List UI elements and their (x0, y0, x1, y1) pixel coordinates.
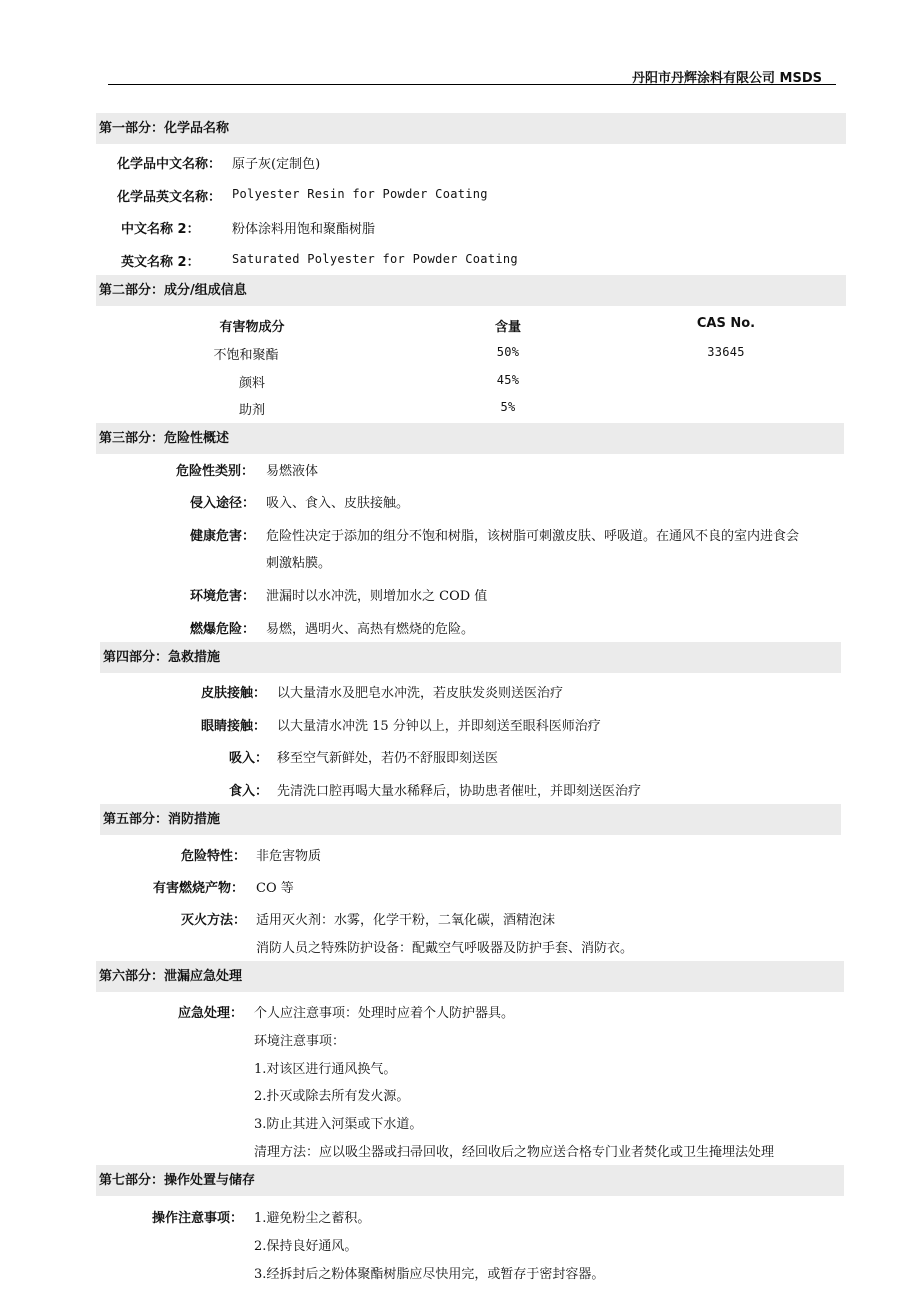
s3-value-fire-explosion: 易燃，遇明火、高热有燃烧的危险。 (266, 622, 475, 637)
s3-value-health-cont: 刺激粘膜。 (266, 556, 332, 571)
section-5-title: 第五部分：消防措施 (103, 812, 221, 827)
page-header (108, 64, 836, 85)
s3-label-route: 侵入途径： (190, 496, 256, 511)
section-6-title: 第六部分：泄漏应急处理 (99, 969, 243, 984)
section-3-heading (96, 423, 844, 454)
s3-value-route: 吸入、食入、皮肤接触。 (266, 496, 410, 511)
s1-value-en-name: Polyester Resin for Powder Coating (232, 187, 488, 201)
section-4-title: 第四部分：急救措施 (103, 650, 221, 665)
table-cell-component: 颜料 (238, 376, 265, 391)
section-7-title: 第七部分：操作处置与储存 (99, 1173, 256, 1188)
s6-line: 个人应注意事项：处理时应着个人防护器具。 (254, 1006, 515, 1021)
s1-label-cn-name: 化学品中文名称： (117, 157, 222, 172)
table-header-component: 有害物成分 (219, 320, 285, 335)
s1-label-cn-name-2: 中文名称 2： (121, 222, 200, 237)
s1-label-en-name-2: 英文名称 2： (121, 255, 200, 270)
s1-value-cn-name-2: 粉体涂料用饱和聚酯树脂 (232, 222, 376, 237)
s3-label-environment: 环境危害： (190, 589, 256, 604)
s1-value-cn-name: 原子灰(定制色) (232, 157, 321, 172)
s6-line: 清理方法：应以吸尘器或扫帚回收，经回收后之物应送合格专门业者焚化或卫生掩埋法处理 (254, 1145, 775, 1160)
s1-label-en-name: 化学品英文名称： (117, 190, 222, 205)
table-cell-cas: 33645 (707, 345, 745, 359)
s7-line: 2.保持良好通风。 (254, 1239, 358, 1254)
section-1-title: 第一部分：化学品名称 (99, 121, 230, 136)
s5-label-extinguish: 灭火方法： (181, 913, 247, 928)
table-cell-content: 5% (500, 400, 516, 414)
s6-line: 环境注意事项： (254, 1034, 346, 1049)
table-cell-content: 50% (496, 345, 520, 359)
s4-value-ingestion: 先清洗口腔再喝大量水稀释后，协助患者催吐，并即刻送医治疗 (277, 784, 642, 799)
s3-label-fire-explosion: 燃爆危险： (190, 622, 256, 637)
s6-label: 应急处理： (178, 1006, 244, 1021)
section-5-heading (100, 804, 841, 835)
table-header-cas: CAS No. (696, 316, 756, 331)
s3-label-health: 健康危害： (190, 529, 256, 544)
s4-label-eye: 眼睛接触： (201, 719, 267, 734)
s6-line: 2.扑灭或除去所有发火源。 (254, 1089, 410, 1104)
s4-label-inhalation: 吸入： (229, 751, 269, 766)
s6-line: 1.对该区进行通风换气。 (254, 1062, 397, 1077)
s6-line: 3.防止其进入河渠或下水道。 (254, 1117, 423, 1132)
s7-label: 操作注意事项： (152, 1211, 244, 1226)
header-text (632, 67, 822, 86)
table-cell-component: 不饱和聚酯 (213, 348, 279, 363)
section-2-title: 第二部分：成分/组成信息 (99, 283, 247, 298)
section-7-heading (96, 1165, 844, 1196)
table-header-content: 含量 (494, 320, 521, 335)
section-3-title: 第三部分：危险性概述 (99, 431, 230, 446)
s3-value-health: 危险性决定于添加的组分不饱和树脂，该树脂可刺激皮肤、呼吸道。在通风不良的室内进食会 (266, 529, 800, 544)
s1-value-en-name-2: Saturated Polyester for Powder Coating (232, 252, 518, 266)
msds-tag: MSDS (779, 71, 822, 86)
s4-value-skin: 以大量清水及肥皂水冲洗，若皮肤发炎则送医治疗 (277, 686, 564, 701)
section-6-heading (96, 961, 844, 992)
s5-label-combustion: 有害燃烧产物： (153, 881, 245, 896)
table-cell-content: 45% (496, 373, 520, 387)
section-1-heading (96, 113, 846, 144)
section-2-heading (96, 275, 846, 306)
s3-value-hazard-class: 易燃液体 (266, 464, 319, 479)
s3-label-hazard-class: 危险性类别： (176, 464, 255, 479)
table-cell-component: 助剂 (238, 403, 265, 418)
s4-value-inhalation: 移至空气新鲜处，若仍不舒服即刻送医 (277, 751, 499, 766)
company-name: 丹阳市丹辉涂料有限公司 (632, 71, 776, 86)
s4-label-skin: 皮肤接触： (201, 686, 267, 701)
s5-value-combustion: CO 等 (256, 881, 294, 896)
section-4-heading (100, 642, 841, 673)
s7-line: 1.避免粉尘之蓄积。 (254, 1211, 371, 1226)
s4-value-eye: 以大量清水冲洗 15 分钟以上，并即刻送至眼科医师治疗 (277, 719, 601, 734)
s7-line: 3.经拆封后之粉体聚酯树脂应尽快用完，或暂存于密封容器。 (254, 1267, 605, 1282)
s3-value-environment: 泄漏时以水冲洗，则增加水之 COD 值 (266, 589, 488, 604)
s5-value-extinguish: 适用灭火剂：水雾，化学干粉，二氧化碳，酒精泡沫 (256, 913, 556, 928)
s5-value-extinguish-cont: 消防人员之特殊防护设备：配戴空气呼吸器及防护手套、消防衣。 (256, 941, 634, 956)
s4-label-ingestion: 食入： (229, 784, 269, 799)
s5-label-hazard: 危险特性： (181, 849, 247, 864)
s5-value-hazard: 非危害物质 (256, 849, 322, 864)
